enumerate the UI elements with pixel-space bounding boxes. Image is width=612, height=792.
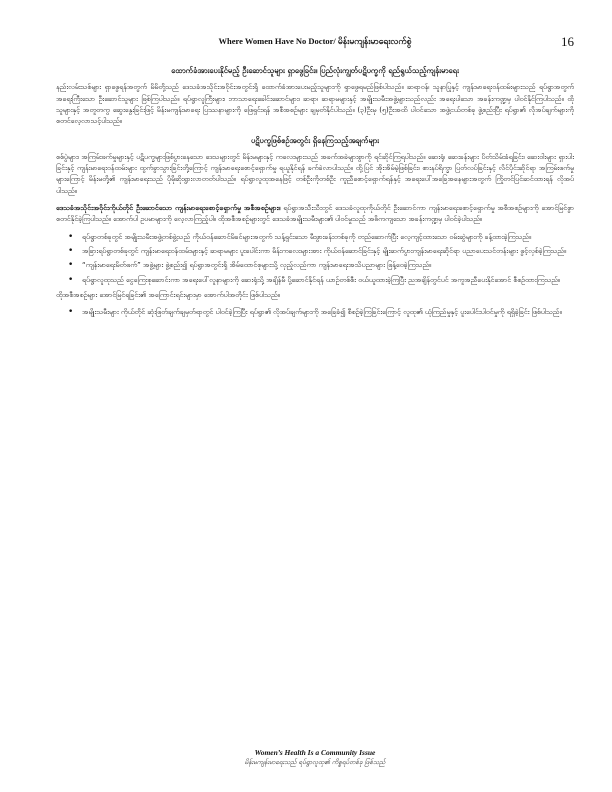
page-number: 16 (561, 36, 574, 49)
bullet-icon: • (68, 307, 74, 318)
running-title: Where Women Have No Doctor/ မိန်းမကျန်းမာရေးလက်စွဲ (218, 36, 412, 46)
intro-text: ရပ်ရွာအသီးသီးတွင် ဒေသခံလူထုကိုယ်တိုင် ဦးဆောင်ကာ ကျန်းမာရေးစောင့်ရှောက်မှု အစီအစဉ်များကို အောင်မြင်စွာ စတင်နိုင်ခဲ့ကြပါသည်။ အောက်ပါ ဥပမာများကို လေ့လာကြည့်ပါ။ ထိုအစီအစဉ်များတွင် ဒေသခံအမျိုးသမီးများ၏ ပါဝင်မှုသည် အဓိကကျသော အခန်းကဏ္ဍမှ ပါဝင်ခဲ့ပါသည်။ (56, 203, 574, 224)
footer-burmese: မိန်းမကျန်းမာရေးသည် ရပ်ရွာလူထု၏ ကိစ္စရပ်တစ်ခု ဖြစ်သည် (244, 758, 386, 766)
bullet-icon: • (68, 231, 74, 242)
bullet-icon: • (68, 245, 74, 256)
lead-text: ဒေသခံအသိုင်းအဝိုင်းကိုယ်တိုင် ဦးဆောင်သော ကျန်းမာရေးစောင့်ရှောက်မှု အစီအစဉ်များ။ (56, 203, 281, 212)
examples-list (56, 232, 574, 286)
paragraph-conclusion: ထိုအစီအစဉ်များ အောင်မြင်ရခြင်း၏ အကြောင်းရင်းများမှာ အောက်ပါအတိုင်း ဖြစ်ပါသည်။ (56, 290, 280, 299)
list-item-text: အခြားရပ်ရွာတစ်ခုတွင် ကျန်းမာရေးဝန်ထမ်းများနှင့် ဆရာမများ ပူးပေါင်းကာ မိန်းကလေးများအား ကိုယ်ဝန်ဆောင်ခြင်းနှင့် မျိုးဆက်ပွားကျန်းမာရေးဆိုင်ရာ ပညာပေးသင်တန်းများ ဖွင့်လှစ်ခဲ့ကြသည်။ (82, 246, 567, 255)
bullet-icon: • (68, 260, 74, 271)
footer-english: Women’s Health Is a Community Issue (254, 748, 376, 757)
list-item (68, 231, 574, 243)
list-item-text: “ကျန်းမာရေးမိတ်ဖက်” အဖွဲ့များ ဖွဲ့စည်း၍ ရပ်ရွာအတွင်းရှိ အိမ်ထောင်စုများသို့ လှည့်လည်ကာ ကျန်းမာရေးအသိပညာများ ဖြန့်ဝေခဲ့ကြသည်။ (82, 261, 432, 270)
page-footer (56, 748, 574, 768)
reasons-list (56, 307, 574, 318)
bullet-icon: • (68, 274, 74, 285)
list-item (68, 274, 574, 286)
section-heading-leaders: ထောက်ခံအားပေးနိုင်မည့် ဦးဆောင်သူများ ရှာဖွေခြင်း။ ပြည်လုံးကျွတ်ပဋိပက္ခကို ရည်ရွယ်သည့်ကျန်းမာရေး (171, 66, 459, 75)
document-page (56, 36, 574, 772)
list-item (68, 307, 574, 318)
list-item-text: ရပ်ရွာတစ်ခုတွင် အမျိုးသမီးအဖွဲ့တစ်ဖွဲ့သည် ကိုယ်ဝန်ဆောင်မိခင်များအတွက် သန့်ရှင်းသော မီးဖွားခန်းတစ်ခုကို တည်ဆောက်ပြီး လေ့ကျင့်ထားသော ဝမ်းဆွဲများကို ခန့်ထားခဲ့ကြသည်။ (82, 232, 532, 241)
running-header (56, 36, 574, 52)
list-item-text: အမျိုးသမီးများ ကိုယ်တိုင် ဆုံးဖြတ်ချက်ချမှတ်ရာတွင် ပါဝင်ခဲ့ကြပြီး ရပ်ရွာ၏ လိုအပ်ချက်များကို အခြေခံ၍ စီစဉ်ခဲ့ကြခြင်းကြောင့် လူထု၏ ယုံကြည်မှုနှင့် ပူးပေါင်းပါဝင်မှုကို ရရှိခဲ့ခြင်း ဖြစ်ပါသည်။ (82, 308, 562, 317)
list-item (68, 245, 574, 257)
list-item (68, 260, 574, 271)
paragraph-conflict: စစ်ပွဲများ၊ အကြမ်းဖက်မှုများနှင့် ပဋိပက္ခများဖြစ်ပွားနေသော ဒေသများတွင် မိန်းမများနှင့် ကလေးများသည် အခက်အခဲများစွာကို ရင်ဆိုင်ကြရပါသည်။ ဆေးရုံ၊ ဆေးခန်းများ ပိတ်သိမ်းခံရခြင်း၊ ဆေးဝါးများ ရှားပါးခြင်းနှင့် ကျန်းမာရေးဝန်ထမ်းများ ထွက်ခွာသွားခြင်းတို့ကြောင့် ကျန်းမာရေးစောင့်ရှောက်မှု ရယူနိုင်ရန် ခက်ခဲလာပါသည်။ ထို့ပြင် အိုးအိမ်မဲ့ဖြစ်ခြင်း၊ စားနပ်ရိက္ခာ ပြတ်လပ်ခြင်းနှင့် လိင်ပိုင်းဆိုင်ရာ အကြမ်းဖက်မှုများကြောင့် မိန်းမတို့၏ ကျန်းမာရေးသည် ပိုမိုဆိုးရွားလာတတ်ပါသည်။ ရပ်ရွာလူထုအနေဖြင့် တစ်ဦးကိုတစ်ဦး ကူညီစောင့်ရှောက်ရန်နှင့် အရေးပေါ်အခြေအနေများအတွက် ကြိုတင်ပြင်ဆင်ထားရန် လိုအပ်ပါသည်။ (56, 152, 574, 195)
list-item-text: ရပ်ရွာလူထုသည် ငွေကြေးစုဆောင်းကာ အရေးပေါ်လူနာများကို ဆေးရုံသို့ အချိန်မီ ပို့ဆောင်နိုင်ရန် ယာဉ်တစ်စီး ဝယ်ယူထားခဲ့ကြပြီး ညအချိန်တွင်ပင် အကူအညီပေးနိုင်အောင် စီစဉ်ထားကြသည်။ (82, 275, 561, 284)
section-heading-conflict: ပဋိပက္ခဖြစ်စဉ်အတွင်း ရှိနေကြသည့်အချက်များ (250, 135, 380, 145)
paragraph-community-programs (56, 203, 574, 226)
paragraph-leaders: နည်းလမ်းသစ်များ ရှာဖွေရန်အတွက် မိမိတို့သည် ဒေသခံအသိုင်းအဝိုင်းအတွင်းရှိ ထောက်ခံအားပေးမည့်သူများကို ရှာဖွေရမည်ဖြစ်ပါသည်။ ဆရာဝန်၊ သူနာပြုနှင့် ကျန်းမာရေးဝန်ထမ်းများသည် ရပ်ရွာအတွက် အရေးကြီးသော ဦးဆောင်သူများ ဖြစ်ကြပါသည်။ ရပ်ရွာလူကြီးများ၊ ဘာသာရေးခေါင်းဆောင်များ၊ ဆရာ၊ ဆရာမများနှင့် အမျိုးသမီးအဖွဲ့များသည်လည်း အရေးပါသော အခန်းကဏ္ဍမှ ပါဝင်နိုင်ကြပါသည်။ ထိုသူများနှင့် အတူတကွ ဆွေးနွေးခြင်းဖြင့် မိန်းမကျန်းမာရေး ပြဿနာများကို ဖြေရှင်းရန် အစီအစဉ်များ ချမှတ်နိုင်ပါသည်။ (၃)ဦးမှ (၅)ဦးအထိ ပါဝင်သော အဖွဲ့ငယ်တစ်ခု ဖွဲ့စည်းပြီး ရပ်ရွာ၏ လိုအပ်ချက်များကို စတင်လေ့လာသင့်ပါသည်။ (56, 83, 574, 126)
